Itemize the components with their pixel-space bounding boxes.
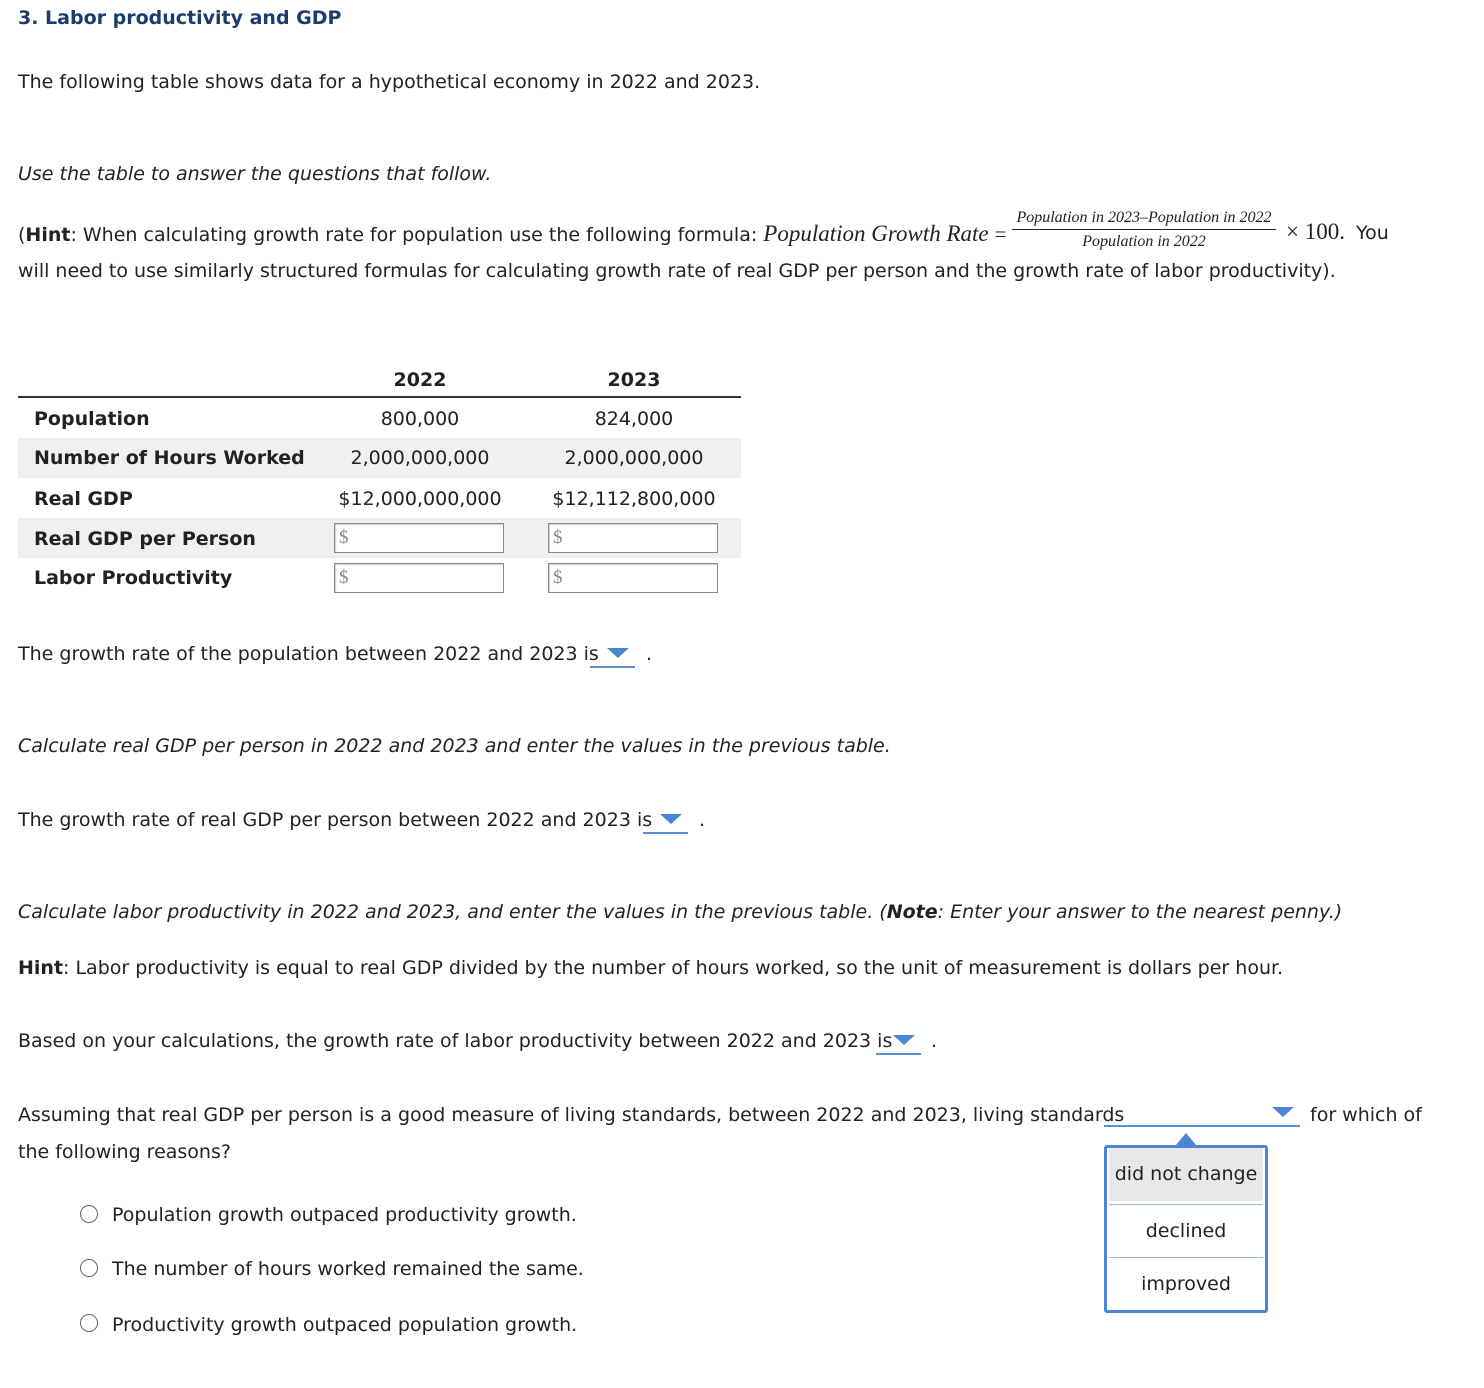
intro-text: The following table shows data for a hypothetical economy in 2022 and 2023. [18, 71, 761, 93]
hint-text: : When calculating growth rate for population use the following formula: [70, 224, 764, 246]
formula-equals: = [994, 222, 1007, 246]
chevron-down-icon [660, 814, 682, 824]
q4-line2: the following reasons? [18, 1141, 231, 1163]
cell-population-2023: 824,000 [594, 408, 674, 430]
hint-paragraph [18, 221, 1007, 247]
hint-open: ( [18, 224, 26, 246]
gdp-per-person-2022-input[interactable] [334, 523, 504, 553]
currency-symbol: $ [553, 567, 563, 588]
currency-symbol: $ [553, 527, 563, 548]
calc1-text: Calculate real GDP per person in 2022 and 2023 and enter the values in the previous table. [18, 735, 891, 757]
chevron-down-icon [893, 1035, 915, 1045]
calc2-note-label: Note [886, 901, 938, 923]
chevron-down-icon [1272, 1107, 1294, 1117]
row-label-labor-productivity: Labor Productivity [34, 567, 233, 589]
q2-period: . [699, 809, 706, 831]
calc2-note: : Enter your answer to the nearest penny.) [937, 901, 1343, 923]
table-header-rule [18, 396, 741, 398]
currency-symbol: $ [339, 567, 349, 588]
hint2-body: : Labor productivity is equal to real GDP divided by the number of hours worked, so the unit of measurement is dollars per hour. [63, 957, 1284, 979]
calc2-text [18, 901, 1342, 923]
option-declined[interactable]: declined [1145, 1220, 1227, 1242]
hint-line2: will need to use similarly structured formulas for calculating growth rate of real GDP per person and the growth rate of labor productivity). [18, 260, 1336, 282]
hint2-text [18, 957, 1283, 979]
cell-gdp-2022: $12,000,000,000 [338, 488, 502, 510]
living-standards-options [1104, 1145, 1268, 1313]
reason-radio-2[interactable] [80, 1259, 98, 1277]
chevron-down-icon [607, 648, 629, 658]
living-standards-dropdown[interactable] [1104, 1103, 1300, 1127]
gdp-per-person-growth-dropdown[interactable] [643, 810, 688, 834]
col-header-2022: 2022 [393, 369, 447, 391]
col-header-2023: 2023 [607, 369, 661, 391]
formula-label: Population Growth Rate [763, 221, 989, 246]
gdp-per-person-2023-input[interactable] [548, 523, 718, 553]
labor-productivity-growth-dropdown[interactable] [876, 1031, 921, 1055]
row-label-population: Population [34, 408, 150, 430]
q2-text: The growth rate of real GDP per person between 2022 and 2023 is [18, 809, 653, 831]
reason-radio-3[interactable] [80, 1314, 98, 1332]
cell-hours-2023: 2,000,000,000 [564, 447, 704, 469]
hint2-label: Hint [18, 957, 64, 979]
formula-fraction [1008, 209, 1280, 251]
labor-productivity-2023-input[interactable] [548, 563, 718, 593]
q4-text: Assuming that real GDP per person is a good measure of living standards, between 2022 and 2023, living standards [18, 1104, 1125, 1126]
calc2-main: Calculate labor productivity in 2022 and 2023, and enter the values in the previous table. ( [18, 901, 887, 923]
instruction-text: Use the table to answer the questions that follow. [18, 163, 492, 185]
reason-label-3[interactable]: Productivity growth outpaced population growth. [112, 1314, 578, 1336]
q4-after: for which of [1310, 1104, 1422, 1126]
formula-denominator: Population in 2022 [1082, 233, 1206, 250]
cell-gdp-2023: $12,112,800,000 [552, 488, 716, 510]
currency-symbol: $ [339, 527, 349, 548]
q1-text: The growth rate of the population between 2022 and 2023 is [18, 643, 599, 665]
popup-caret-icon [1176, 1133, 1196, 1145]
q3-text: Based on your calculations, the growth rate of labor productivity between 2022 and 2023 is [18, 1030, 893, 1052]
hint-label: Hint [25, 224, 71, 246]
labor-productivity-2022-input[interactable] [334, 563, 504, 593]
option-did-not-change[interactable]: did not change [1109, 1148, 1263, 1201]
q1-period: . [646, 643, 653, 665]
cell-hours-2022: 2,000,000,000 [350, 447, 490, 469]
formula-times: × 100. [1286, 219, 1345, 244]
row-label-hours: Number of Hours Worked [34, 447, 305, 469]
option-improved[interactable]: improved [1141, 1273, 1231, 1295]
population-growth-dropdown[interactable] [590, 644, 635, 668]
row-label-real-gdp: Real GDP [34, 488, 133, 510]
q3-period: . [931, 1030, 938, 1052]
hint-after: You [1356, 222, 1389, 244]
reason-label-1[interactable]: Population growth outpaced productivity growth. [112, 1204, 577, 1226]
reason-label-2[interactable]: The number of hours worked remained the same. [112, 1258, 584, 1280]
question-title: 3. Labor productivity and GDP [18, 7, 342, 29]
row-label-gdp-per-person: Real GDP per Person [34, 528, 256, 550]
cell-population-2022: 800,000 [380, 408, 460, 430]
formula-numerator: Population in 2023–Population in 2022 [1016, 209, 1272, 226]
reason-radio-1[interactable] [80, 1205, 98, 1223]
